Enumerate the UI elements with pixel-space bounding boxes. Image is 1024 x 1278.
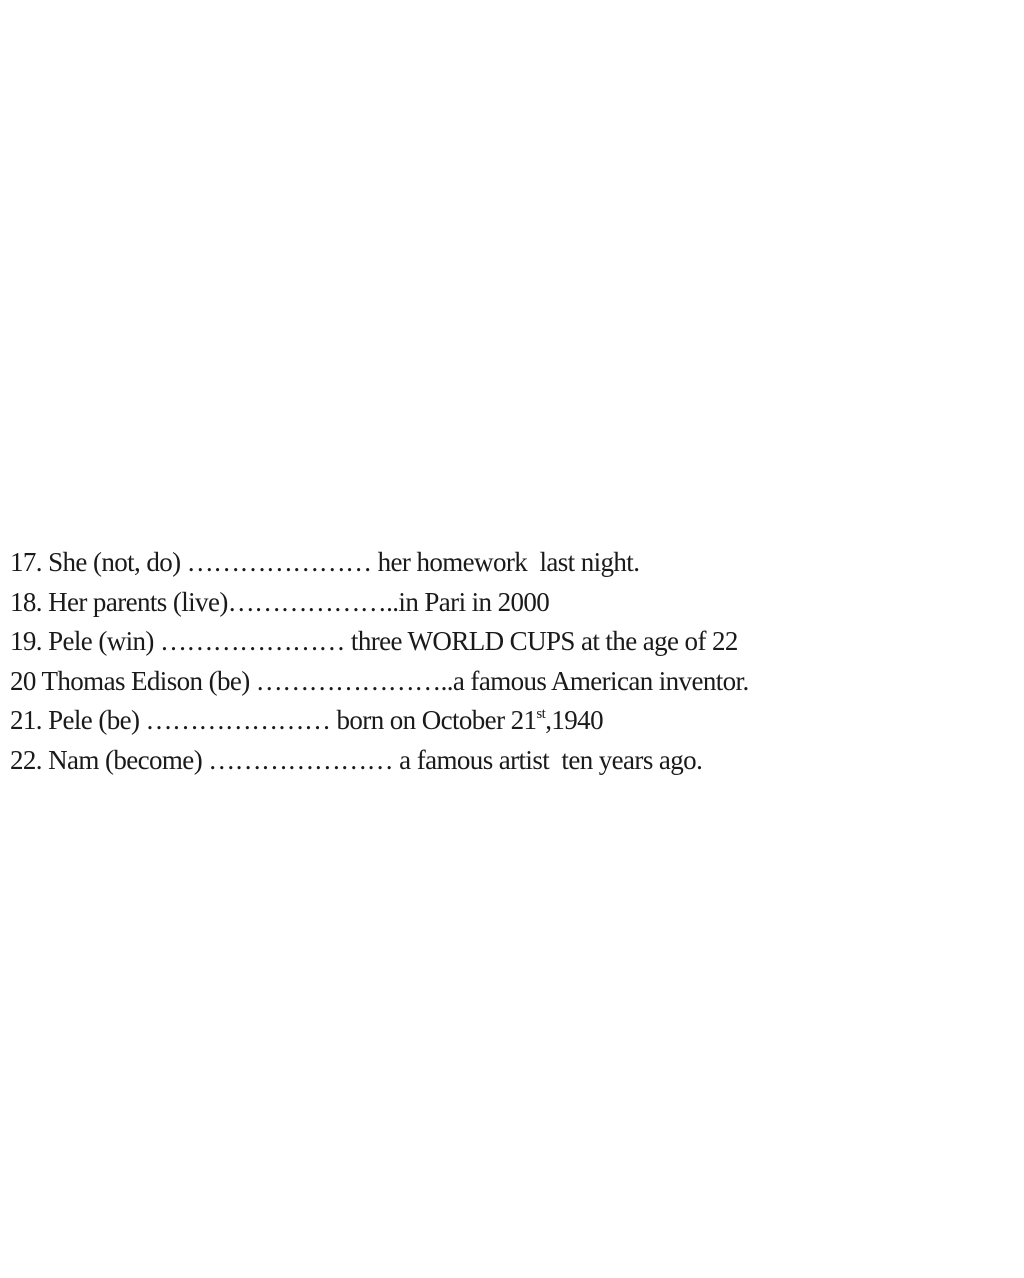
item-number: 18.: [10, 586, 42, 617]
ordinal-superscript: st: [536, 706, 546, 722]
item-text-after: ,1940: [545, 705, 603, 735]
item-text: She (not, do) ………………… her homework last night.: [48, 547, 640, 577]
exercise-item-22: [10, 741, 1010, 781]
item-number: 19.: [10, 626, 42, 656]
item-number: 17.: [10, 547, 42, 577]
item-number: 20: [10, 665, 36, 696]
exercise-item-20: [10, 662, 1010, 702]
item-text: Her parents (live)………………..in Pari in 2000: [48, 586, 550, 617]
item-text: Pele (win) ………………… three WORLD CUPS at the age of 22: [48, 626, 738, 656]
exercise-list: [10, 543, 1010, 780]
exercise-item-17: [10, 543, 1010, 583]
exercise-item-18: [10, 583, 1010, 623]
item-text: Nam (become) ………………… a famous artist ten years ago.: [48, 744, 703, 775]
item-text: Thomas Edison (be) …………………..a famous American inventor.: [41, 665, 749, 696]
item-number: 21.: [10, 705, 42, 735]
exercise-item-21: [10, 701, 1010, 741]
exercise-item-19: [10, 622, 1010, 662]
item-text-before: Pele (be) ………………… born on October 21: [48, 705, 537, 735]
item-number: 22.: [10, 744, 42, 775]
